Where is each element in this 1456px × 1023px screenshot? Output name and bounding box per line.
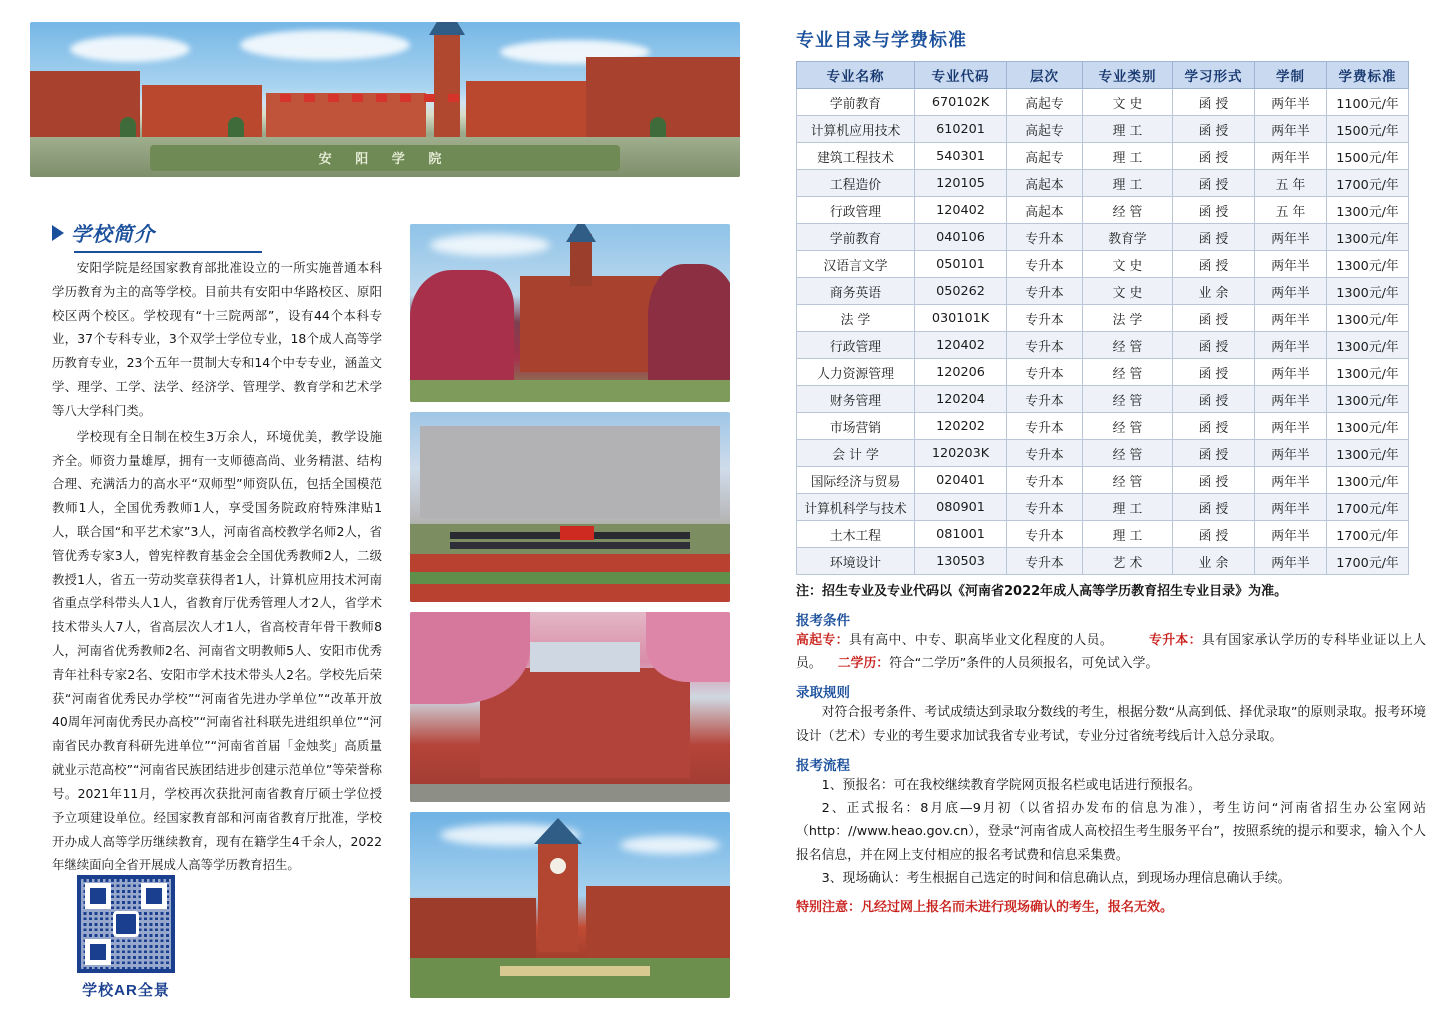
- cell-tuition: 1500元/年: [1327, 116, 1409, 143]
- cell-level: 专升本: [1007, 278, 1083, 305]
- col-tuition: 学费标准: [1327, 62, 1409, 89]
- cell-major-name: 工程造价: [797, 170, 915, 197]
- admission-rules-paragraph: 对符合报考条件、考试成绩达到录取分数线的考生，根据分数“从高到低、择优录取”的原则录取。报考环境设计（艺术）专业的考生要求加试我省专业考试，专业分过省统考线后计入总分录取。: [796, 705, 1426, 744]
- cell-duration: 两年半: [1255, 116, 1327, 143]
- cell-category: 理 工: [1083, 170, 1173, 197]
- table-row: [797, 494, 1409, 521]
- cell-tuition: 1300元/年: [1327, 278, 1409, 305]
- photo-military-training: [410, 412, 730, 602]
- cell-duration: 两年半: [1255, 413, 1327, 440]
- cell-category: 理 工: [1083, 494, 1173, 521]
- cell-level: 专升本: [1007, 521, 1083, 548]
- table-row: [797, 359, 1409, 386]
- req-text-1: 具有国家承认学历的专科毕业证以上人员。: [796, 632, 1427, 672]
- cell-duration: 两年半: [1255, 332, 1327, 359]
- special-warning: [796, 896, 1426, 915]
- cell-level: 高起专: [1007, 89, 1083, 116]
- table-row: [797, 548, 1409, 575]
- cell-level: 高起本: [1007, 197, 1083, 224]
- cell-study-form: 函 授: [1173, 170, 1255, 197]
- cell-study-form: 函 授: [1173, 332, 1255, 359]
- table-header-row: [797, 62, 1409, 89]
- cell-study-form: 函 授: [1173, 413, 1255, 440]
- cell-major-code: 120402: [915, 197, 1007, 224]
- cell-major-code: 120105: [915, 170, 1007, 197]
- process-step-1: 1、预报名：可在我校继续教育学院网页报名栏或电话进行预报名。: [821, 777, 1201, 793]
- cell-major-code: 081001: [915, 521, 1007, 548]
- photo-library-blossoms: [410, 612, 730, 802]
- cell-tuition: 1300元/年: [1327, 197, 1409, 224]
- cell-major-code: 050101: [915, 251, 1007, 278]
- cell-study-form: 业 余: [1173, 548, 1255, 575]
- table-row: [797, 197, 1409, 224]
- cell-tuition: 1300元/年: [1327, 305, 1409, 332]
- warning-lead: 特别注意：: [796, 900, 862, 916]
- cell-duration: 两年半: [1255, 89, 1327, 116]
- cell-major-name: 会 计 学: [797, 440, 915, 467]
- col-duration: 学制: [1255, 62, 1327, 89]
- col-major-code: 专业代码: [915, 62, 1007, 89]
- cell-study-form: 函 授: [1173, 467, 1255, 494]
- right-column: [796, 26, 1426, 915]
- table-row: [797, 467, 1409, 494]
- req-lead-2: 二学历：: [837, 656, 890, 672]
- cell-study-form: 函 授: [1173, 143, 1255, 170]
- cell-category: 经 管: [1083, 440, 1173, 467]
- cell-level: 专升本: [1007, 413, 1083, 440]
- cell-study-form: 函 授: [1173, 359, 1255, 386]
- cell-major-name: 行政管理: [797, 197, 915, 224]
- cell-major-code: 120204: [915, 386, 1007, 413]
- table-row: [797, 332, 1409, 359]
- cell-study-form: 函 授: [1173, 305, 1255, 332]
- cell-study-form: 函 授: [1173, 251, 1255, 278]
- cell-duration: 两年半: [1255, 494, 1327, 521]
- cell-major-code: 540301: [915, 143, 1007, 170]
- cell-level: 专升本: [1007, 494, 1083, 521]
- table-row: [797, 116, 1409, 143]
- cell-duration: 两年半: [1255, 521, 1327, 548]
- table-row: [797, 386, 1409, 413]
- campus-name-text: 安 阳 学 院: [318, 151, 452, 166]
- cell-study-form: 函 授: [1173, 224, 1255, 251]
- photo-clock-tower-autumn: [410, 224, 730, 402]
- cell-tuition: 1300元/年: [1327, 332, 1409, 359]
- req-lead-1: 专升本：: [1148, 632, 1202, 648]
- qr-label: 学校AR全景: [82, 982, 170, 999]
- cell-major-code: 020401: [915, 467, 1007, 494]
- cell-duration: 两年半: [1255, 278, 1327, 305]
- cell-major-name: 土木工程: [797, 521, 915, 548]
- cell-major-name: 计算机科学与技术: [797, 494, 915, 521]
- process-step-2: 2、正式报名：8月底—9月初（以省招办发布的信息为准），考生访问“河南省招生办公室网站（http：//www.heao.gov.cn），登录“河南省成人高校招生考生服务平台”，按照系统的提示和要求，输入个人报名信息，并在网上支付相应的报名考试费和信息采集费。: [796, 801, 1426, 863]
- cell-level: 专升本: [1007, 467, 1083, 494]
- cell-study-form: 函 授: [1173, 494, 1255, 521]
- cell-major-code: 670102K: [915, 89, 1007, 116]
- cell-level: 专升本: [1007, 332, 1083, 359]
- cell-category: 经 管: [1083, 386, 1173, 413]
- heading-underline: [74, 251, 262, 253]
- majors-table-body: [797, 89, 1409, 575]
- cell-tuition: 1700元/年: [1327, 170, 1409, 197]
- cell-study-form: 函 授: [1173, 386, 1255, 413]
- cell-study-form: 函 授: [1173, 89, 1255, 116]
- cell-major-code: 610201: [915, 116, 1007, 143]
- cell-major-name: 财务管理: [797, 386, 915, 413]
- majors-section-title: 专业目录与学费标准: [796, 30, 967, 50]
- col-study-form: 学习形式: [1173, 62, 1255, 89]
- cell-duration: 两年半: [1255, 305, 1327, 332]
- cell-major-code: 120402: [915, 332, 1007, 359]
- table-row: [797, 251, 1409, 278]
- process-step-3: 3、现场确认：考生根据自己选定的时间和信息确认点，到现场办理信息确认手续。: [821, 871, 1291, 887]
- qr-block: [70, 875, 182, 1000]
- cell-category: 文 史: [1083, 251, 1173, 278]
- cell-duration: 两年半: [1255, 548, 1327, 575]
- cell-major-code: 030101K: [915, 305, 1007, 332]
- cell-study-form: 函 授: [1173, 116, 1255, 143]
- table-row: [797, 143, 1409, 170]
- cell-duration: 两年半: [1255, 359, 1327, 386]
- cell-major-code: 040106: [915, 224, 1007, 251]
- cell-major-name: 建筑工程技术: [797, 143, 915, 170]
- majors-table: [796, 61, 1409, 575]
- cell-category: 教育学: [1083, 224, 1173, 251]
- cell-tuition: 1700元/年: [1327, 494, 1409, 521]
- cell-duration: 两年半: [1255, 224, 1327, 251]
- cell-category: 经 管: [1083, 467, 1173, 494]
- cell-tuition: 1300元/年: [1327, 467, 1409, 494]
- cell-level: 专升本: [1007, 359, 1083, 386]
- cell-level: 高起专: [1007, 143, 1083, 170]
- section-heading-requirements: 报考条件: [796, 612, 850, 629]
- intro-paragraph-2: 学校现有全日制在校生3万余人，环境优美，教学设施齐全。师资力量雄厚，拥有一支师德高尚、业务精湛、结构合理、充满活力的高水平“双师型”师资队伍，包括全国模范教师1人，全国优秀教师1人，享受国务院政府特殊津贴1人，联合国“和平艺术家”3人，河南省高校教学名师2人，省管优秀专家3人，曾宪梓教育基金会全国优秀教师2人，二级教授1人，省五一劳动奖章获得者1人，计算机应用技术河南省重点学科带头人1人，省教育厅优秀管理人才2人，省学术技术带头人7人，省高层次人才1人，省高校青年骨干教师8人，河南省优秀教师2名、河南省文明教师5人、安阳市优秀青年社科专家2名、安阳市学术技术带头人2名。学校先后荣获“河南省优秀民办学校”“河南省先进办学单位”“改革开放40周年河南优秀民办高校”“河南省社科联先进组织单位”“河南省民办教育科研先进单位”“河南省首届「金烛奖」高质量就业示范高校”“河南省民族团结进步创建示范单位”等荣誉称号。2021年11月，学校再次获批河南省教育厅硕士学位授予立项建设单位。经国家教育部和河南省教育厅批准，学校开办成人高等学历继续教育，现有在籍学生4千余人，2022年继续面向全省开展成人高等学历教育招生。: [52, 428, 382, 873]
- cell-major-name: 商务英语: [797, 278, 915, 305]
- photo-clock-tower-plaza: [410, 812, 730, 998]
- cell-level: 专升本: [1007, 305, 1083, 332]
- cell-major-name: 国际经济与贸易: [797, 467, 915, 494]
- cell-level: 专升本: [1007, 224, 1083, 251]
- cell-duration: 两年半: [1255, 467, 1327, 494]
- cell-tuition: 1300元/年: [1327, 386, 1409, 413]
- cell-duration: 五 年: [1255, 197, 1327, 224]
- cell-major-name: 环境设计: [797, 548, 915, 575]
- intro-heading: [52, 218, 382, 247]
- col-category: 专业类别: [1083, 62, 1173, 89]
- cell-study-form: 函 授: [1173, 440, 1255, 467]
- cell-level: 专升本: [1007, 386, 1083, 413]
- intro-heading-block: [52, 218, 382, 253]
- cell-level: 专升本: [1007, 251, 1083, 278]
- table-row: [797, 440, 1409, 467]
- cell-major-code: 080901: [915, 494, 1007, 521]
- col-major-name: 专业名称: [797, 62, 915, 89]
- cell-major-code: 120202: [915, 413, 1007, 440]
- cell-tuition: 1100元/年: [1327, 89, 1409, 116]
- section-heading-process: 报考流程: [796, 757, 850, 774]
- cell-major-name: 计算机应用技术: [797, 116, 915, 143]
- cell-tuition: 1300元/年: [1327, 224, 1409, 251]
- cell-duration: 两年半: [1255, 143, 1327, 170]
- table-note: 注：招生专业及专业代码以《河南省2022年成人高等学历教育招生专业目录》为准。: [796, 584, 1288, 599]
- cell-category: 理 工: [1083, 143, 1173, 170]
- cell-level: 专升本: [1007, 548, 1083, 575]
- table-row: [797, 224, 1409, 251]
- cell-tuition: 1300元/年: [1327, 413, 1409, 440]
- cell-study-form: 函 授: [1173, 521, 1255, 548]
- cell-tuition: 1300元/年: [1327, 440, 1409, 467]
- ar-panorama-qr-code[interactable]: [77, 875, 175, 973]
- cell-category: 艺 术: [1083, 548, 1173, 575]
- table-row: [797, 170, 1409, 197]
- cell-major-code: 130503: [915, 548, 1007, 575]
- cell-major-name: 市场营销: [797, 413, 915, 440]
- section-heading-admission-rules: 录取规则: [796, 685, 850, 702]
- cell-level: 高起专: [1007, 116, 1083, 143]
- cell-category: 经 管: [1083, 332, 1173, 359]
- play-triangle-icon: [52, 225, 64, 241]
- campus-hero-photo: [30, 22, 740, 177]
- cell-study-form: 函 授: [1173, 197, 1255, 224]
- table-row: [797, 521, 1409, 548]
- cell-major-name: 汉语言文学: [797, 251, 915, 278]
- col-level: 层次: [1007, 62, 1083, 89]
- req-text-0: 具有高中、中专、职高毕业文化程度的人员。: [848, 632, 1114, 648]
- cell-level: 高起本: [1007, 170, 1083, 197]
- table-row: [797, 89, 1409, 116]
- cell-tuition: 1300元/年: [1327, 359, 1409, 386]
- cell-major-name: 人力资源管理: [797, 359, 915, 386]
- cell-level: 专升本: [1007, 440, 1083, 467]
- cell-study-form: 业 余: [1173, 278, 1255, 305]
- cell-major-code: 050262: [915, 278, 1007, 305]
- cell-category: 经 管: [1083, 413, 1173, 440]
- table-row: [797, 278, 1409, 305]
- cell-duration: 两年半: [1255, 440, 1327, 467]
- cell-duration: 五 年: [1255, 170, 1327, 197]
- intro-heading-label: 学校简介: [71, 224, 155, 246]
- left-column: [30, 22, 770, 997]
- cell-major-name: 法 学: [797, 305, 915, 332]
- cell-tuition: 1700元/年: [1327, 521, 1409, 548]
- cell-major-name: 行政管理: [797, 332, 915, 359]
- cell-major-name: 学前教育: [797, 89, 915, 116]
- cell-duration: 两年半: [1255, 251, 1327, 278]
- table-row: [797, 413, 1409, 440]
- cell-major-code: 120203K: [915, 440, 1007, 467]
- cell-category: 文 史: [1083, 89, 1173, 116]
- table-row: [797, 305, 1409, 332]
- campus-name-lawn: [150, 145, 620, 171]
- intro-body: [52, 256, 382, 879]
- cell-category: 文 史: [1083, 278, 1173, 305]
- requirements-body: [796, 629, 1426, 676]
- cell-category: 经 管: [1083, 197, 1173, 224]
- warning-text: 凡经过网上报名而未进行现场确认的考生，报名无效。: [861, 900, 1174, 916]
- cell-major-name: 学前教育: [797, 224, 915, 251]
- intro-paragraph-1: 安阳学院是经国家教育部批准设立的一所实施普通本科学历教育为主的高等学校。目前共有安阳中华路校区、原阳校区两个校区。学校现有“十三院两部”，设有44个本科专业，37个专科专业，3个双学士学位专业，18个成人高等学历教育专业，23个五年一贯制大专和14个中专专业，涵盖文学、理学、工学、法学、经济学、管理学、教育学和艺术学等八大学科门类。: [52, 260, 382, 418]
- cell-major-code: 120206: [915, 359, 1007, 386]
- cell-category: 理 工: [1083, 521, 1173, 548]
- cell-category: 法 学: [1083, 305, 1173, 332]
- cell-tuition: 1300元/年: [1327, 251, 1409, 278]
- flag-row: [280, 89, 510, 115]
- cell-category: 理 工: [1083, 116, 1173, 143]
- cell-category: 经 管: [1083, 359, 1173, 386]
- cell-tuition: 1500元/年: [1327, 143, 1409, 170]
- req-lead-0: 高起专：: [796, 632, 849, 648]
- cell-tuition: 1700元/年: [1327, 548, 1409, 575]
- cell-duration: 两年半: [1255, 386, 1327, 413]
- req-text-2: 符合“二学历”条件的人员须报名，可免试入学。: [889, 656, 1159, 672]
